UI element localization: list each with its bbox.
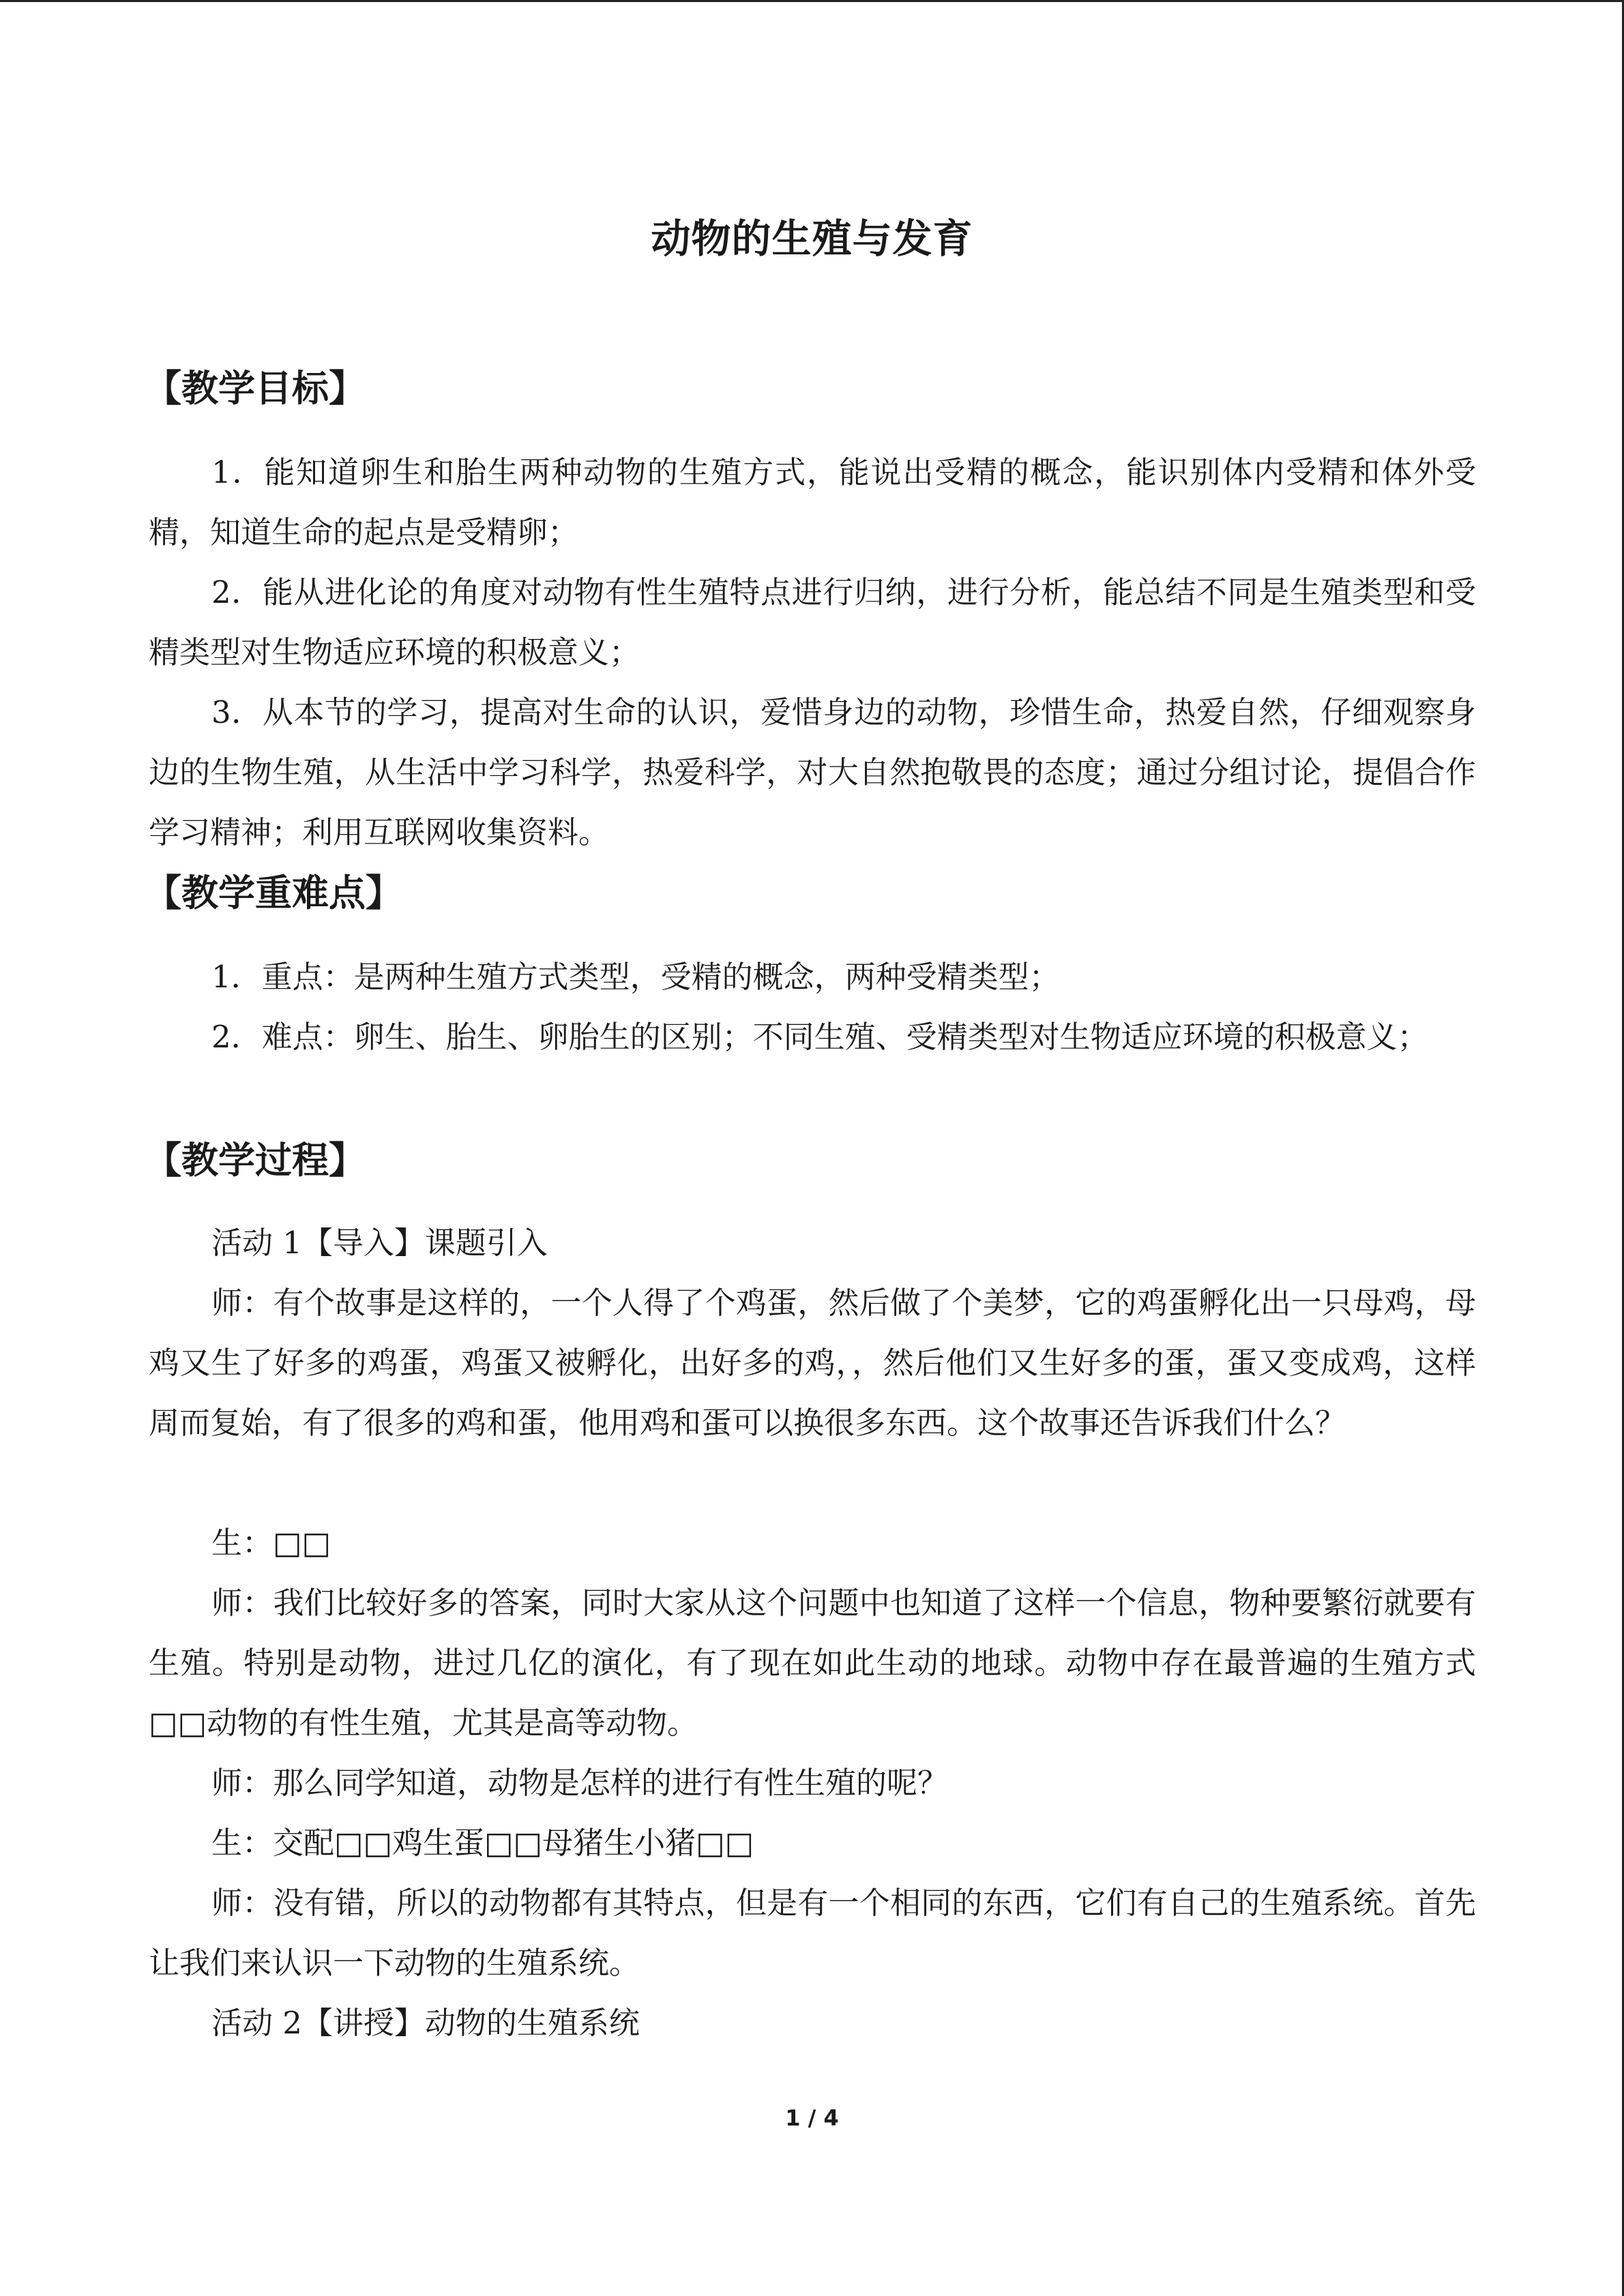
process-activity-1: 活动 1【导入】课题引入	[211, 1225, 548, 1261]
process-paragraph-teacher-2: 师：我们比较好多的答案，同时大家从这个问题中也知道了这样一个信息，物种要繁衍就要有生殖。特别是动物，进过几亿的演化，有了现在如此生动的地球。动物中存在最普遍的生殖方式□□动物的有性生殖，尤其是高等动物。	[149, 1585, 1476, 1741]
process-paragraph-story: 师：有个故事是这样的，一个人得了个鸡蛋，然后做了个美梦，它的鸡蛋孵化出一只母鸡，母鸡又生了好多的鸡蛋，鸡蛋又被孵化，出好多的鸡，，然后他们又生好多的蛋，蛋又变成鸡，这样周而复始，有了很多的鸡和蛋，他用鸡和蛋可以换很多东西。这个故事还告诉我们什么？	[149, 1285, 1476, 1441]
section-heading-key-points: 【教学重难点】	[145, 871, 402, 914]
objective-item-1: 1．能知道卵生和胎生两种动物的生殖方式，能说出受精的概念，能识别体内受精和体外受精，知道生命的起点是受精卵；	[149, 454, 1476, 550]
process-activity-2: 活动 2【讲授】动物的生殖系统	[211, 2005, 640, 2041]
process-paragraph-teacher-3: 师：那么同学知道，动物是怎样的进行有性生殖的呢？	[211, 1765, 949, 1801]
page-number: 1 / 4	[785, 2105, 839, 2131]
objective-item-2: 2．能从进化论的角度对动物有性生殖特点进行归纳，进行分析，能总结不同是生殖类型和受精类型对生物适应环境的积极意义；	[149, 574, 1476, 670]
process-paragraph-student-1: 生：□□	[211, 1525, 331, 1561]
key-point-item-2: 2．难点：卵生、胎生、卵胎生的区别；不同生殖、受精类型对生物适应环境的积极意义；	[211, 1019, 1428, 1055]
document-title: 动物的生殖与发育	[651, 215, 973, 262]
section-heading-process: 【教学过程】	[145, 1139, 366, 1182]
objective-item-3: 3．从本节的学习，提高对生命的认识，爱惜身边的动物，珍惜生命，热爱自然，仔细观察身边的生物生殖，从生活中学习科学，热爱科学，对大自然抱敬畏的态度；通过分组讨论，提倡合作学习精神；利用互联网收集资料。	[149, 694, 1476, 850]
process-paragraph-teacher-4: 师：没有错，所以的动物都有其特点，但是有一个相同的东西，它们有自己的生殖系统。首先让我们来认识一下动物的生殖系统。	[149, 1885, 1476, 1981]
process-paragraph-student-2: 生：交配□□鸡生蛋□□母猪生小猪□□	[211, 1825, 754, 1861]
section-heading-objectives: 【教学目标】	[145, 367, 366, 410]
key-point-item-1: 1．重点：是两种生殖方式类型，受精的概念，两种受精类型；	[211, 959, 1060, 995]
